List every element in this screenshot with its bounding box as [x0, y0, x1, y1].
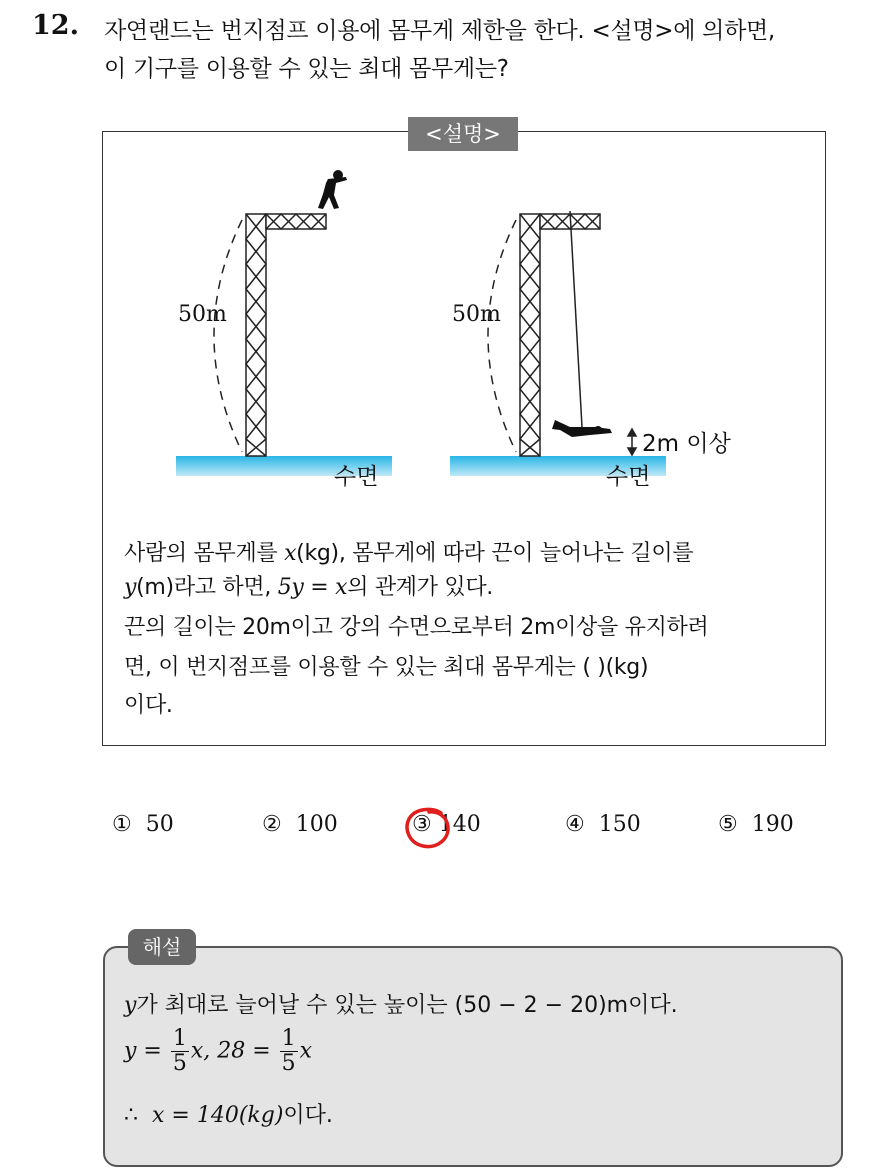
choice-1[interactable]: ① 50 [112, 812, 174, 837]
solution-tab: 해설 [128, 929, 196, 965]
right-tower [520, 214, 600, 456]
solution-line2: y = $\frac{1}{5}$ x, 28 = $\frac{1}{5}$ x [124, 1026, 313, 1076]
choice-3[interactable]: ③ 140 [412, 812, 481, 837]
solution-line1: y가 최대로 늘어날 수 있는 높이는 (50 − 2 − 20)m이다. [124, 993, 678, 1018]
left-height-arc [214, 220, 242, 452]
bungee-cord [570, 211, 582, 427]
explanation-line5: 이다. [124, 693, 173, 718]
explanation-line1: 사람의 몸무게를 x(kg), 몸무게에 따라 끈이 늘어나는 길이를 [124, 541, 694, 566]
jumper-icon [318, 170, 347, 209]
right-height-label: 50m [452, 302, 501, 327]
question-number: 12. [32, 10, 79, 41]
explanation-line3: 끈의 길이는 20m이고 강의 수면으로부터 2m이상을 유지하려 [124, 615, 709, 640]
right-water-label: 수면 [606, 464, 651, 490]
right-height-arc [488, 220, 516, 452]
explanation-line2: y(m)라고 하면, 5y = x의 관계가 있다. [124, 575, 493, 600]
choice-4[interactable]: ④ 150 [565, 812, 641, 837]
clearance-label: 2m 이상 [642, 431, 731, 457]
question-text-line1: 자연랜드는 번지점프 이용에 몸무게 제한을 한다. <설명>에 의하면, [104, 18, 775, 44]
left-tower [246, 214, 326, 456]
left-water-label: 수면 [334, 464, 379, 490]
fraction-2: $\frac{1}{5}$ [281, 1026, 296, 1076]
clearance-arrow [628, 429, 636, 455]
fraction-1: $\frac{1}{5}$ [172, 1026, 187, 1076]
choice-2[interactable]: ② 100 [262, 812, 338, 837]
explanation-line4: 면, 이 번지점프를 이용할 수 있는 최대 몸무게는 ( )(kg) [124, 655, 649, 680]
answer-circle-icon [403, 805, 453, 851]
explanation-box-title: <설명> [408, 117, 518, 151]
solution-line3: ∴ x = 140(kg)이다. [124, 1103, 333, 1128]
question-text-line2: 이 기구를 이용할 수 있는 최대 몸무게는? [104, 56, 509, 82]
choice-5[interactable]: ⑤ 190 [718, 812, 794, 837]
left-height-label: 50m [178, 302, 227, 327]
